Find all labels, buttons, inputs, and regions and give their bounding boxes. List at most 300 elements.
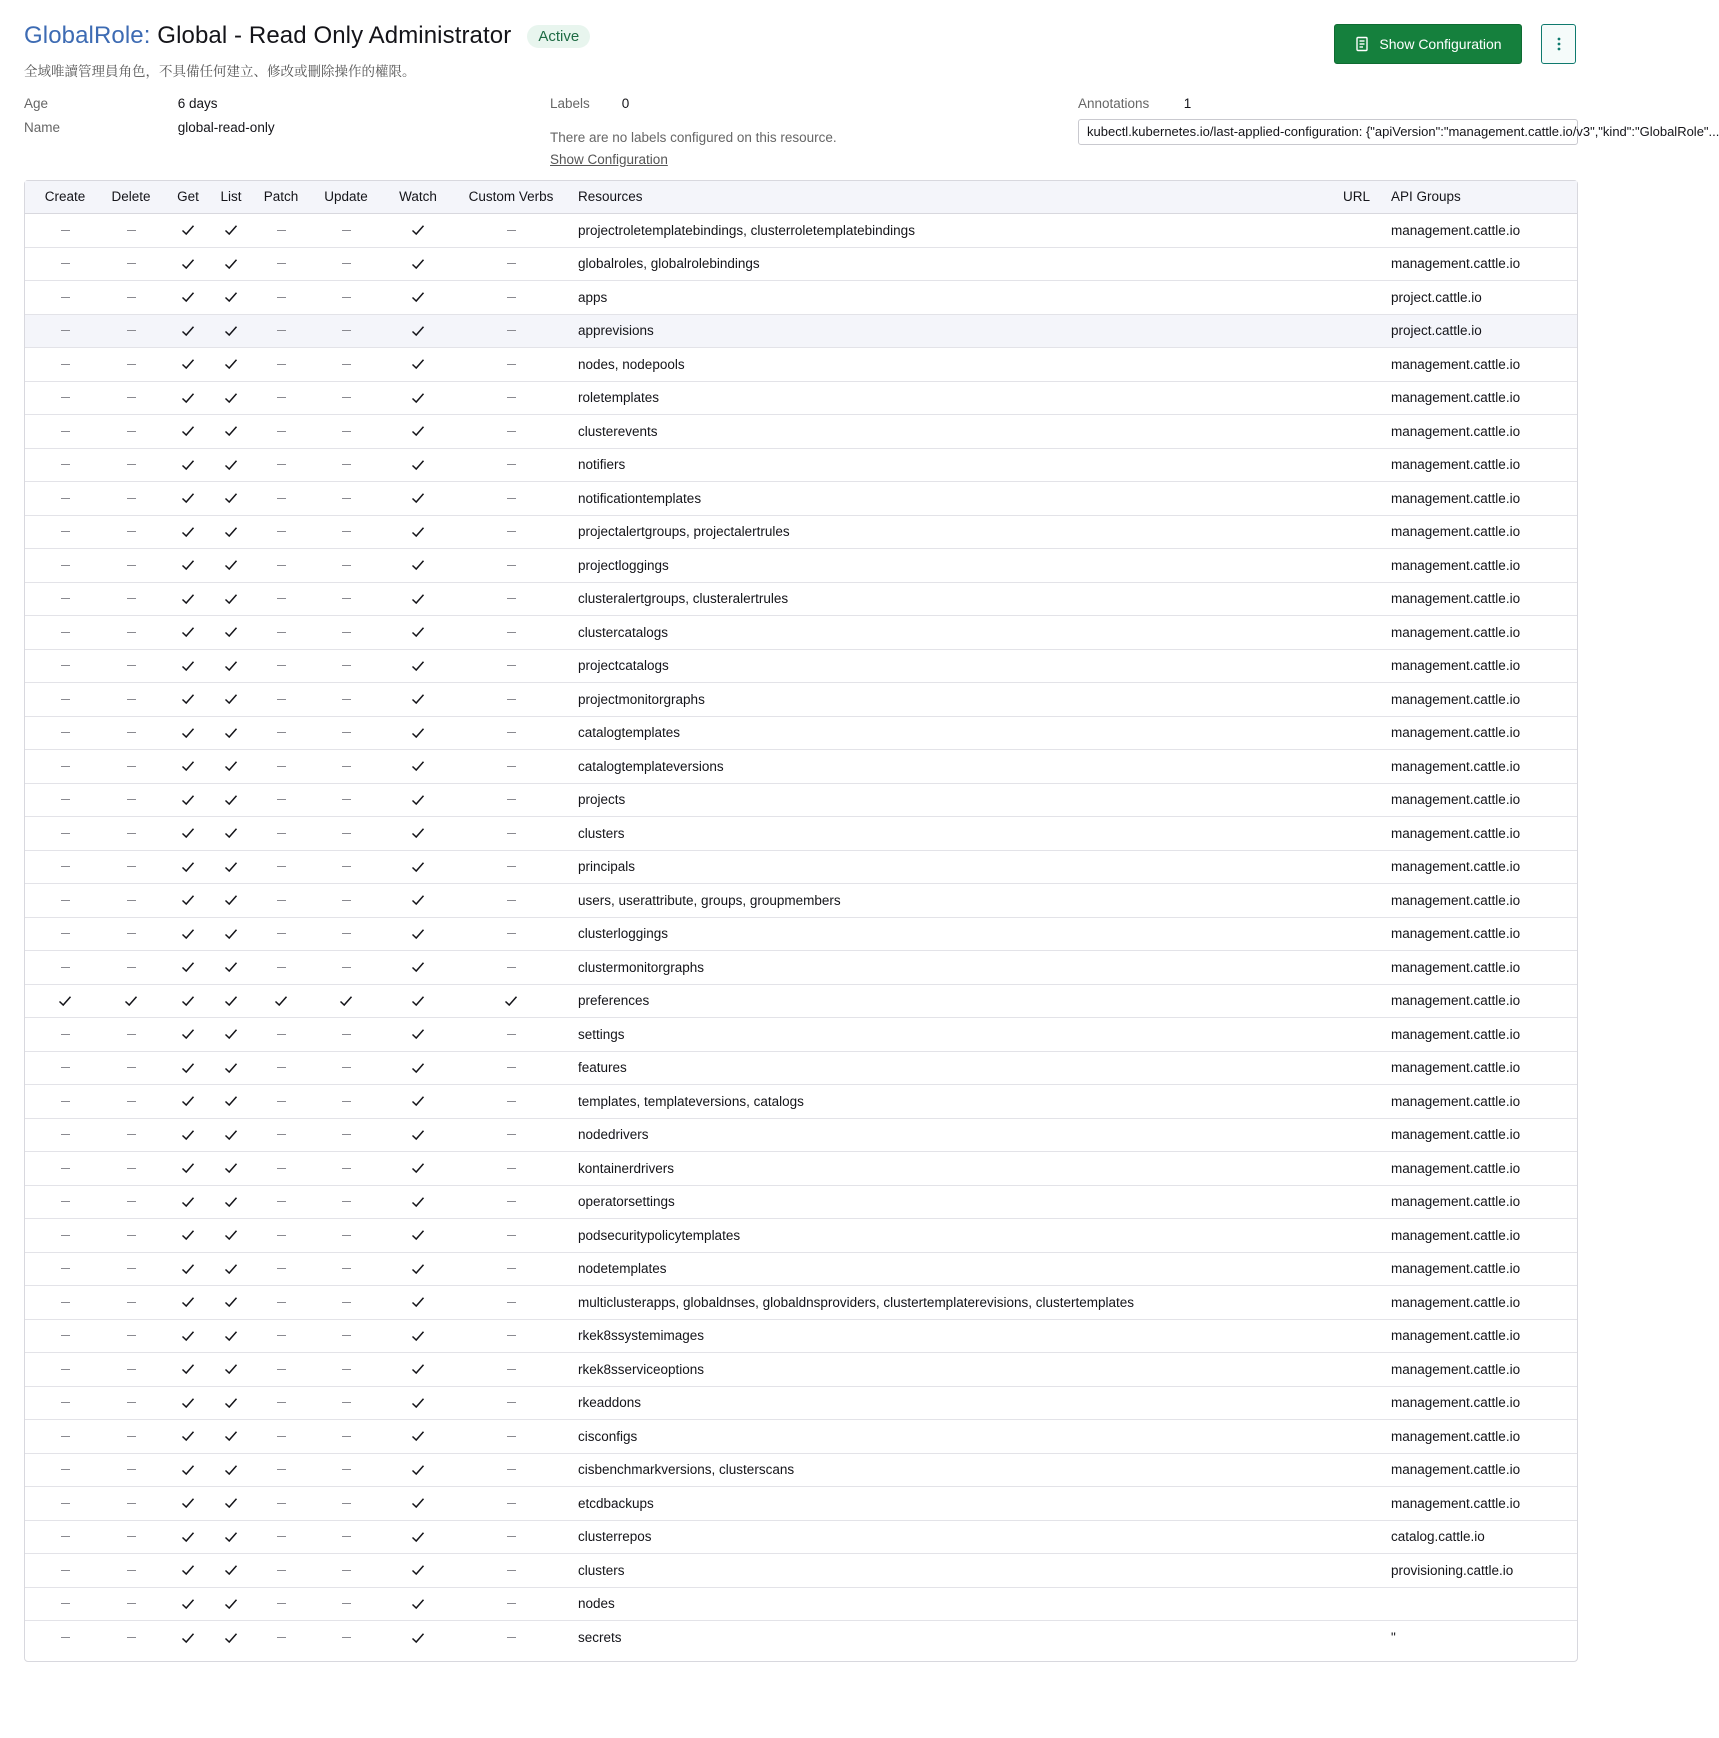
table-row[interactable] [25,1219,1577,1253]
column-header[interactable]: API Groups [1391,189,1461,204]
verb-cell [398,1521,438,1554]
check-icon [181,391,195,405]
verb-cell [211,1052,251,1085]
api-groups-cell: management.cattle.io [1391,1294,1521,1310]
table-row[interactable] [25,1353,1577,1387]
table-row[interactable] [25,784,1577,818]
api-groups-cell: catalog.cattle.io [1391,1529,1485,1545]
check-icon [224,659,238,673]
dash-icon [342,1335,351,1336]
table-row[interactable] [25,1554,1577,1588]
api-groups-cell: management.cattle.io [1391,1462,1521,1478]
resources-cell: rkeaddons [578,1395,642,1411]
verb-cell [398,1554,438,1587]
verb-cell [491,1186,531,1219]
dash-icon [277,565,286,566]
resources-cell: catalogtemplateversions [578,758,724,774]
labels-count: 0 [621,96,630,111]
verb-cell [326,817,366,850]
api-groups-cell: management.cattle.io [1391,524,1521,540]
column-header[interactable]: Custom Verbs [468,189,554,204]
dash-icon [277,1503,286,1504]
verb-cell [111,884,151,917]
dash-icon [61,531,70,532]
verb-cell [45,1085,85,1118]
dash-icon [61,1235,70,1236]
dash-icon [507,1302,516,1303]
verb-cell [45,583,85,616]
column-header[interactable]: List [220,189,242,204]
dash-icon [507,1436,516,1437]
verb-cell [211,449,251,482]
check-icon [224,357,238,371]
verb-cell [111,1119,151,1152]
verb-cell [491,817,531,850]
dash-icon [507,1536,516,1537]
verb-cell [168,1085,208,1118]
check-icon [224,491,238,505]
resources-cell: catalogtemplates [578,725,681,741]
dash-icon [127,330,136,331]
table-row[interactable] [25,1286,1577,1320]
dash-icon [127,1168,136,1169]
dash-icon [507,699,516,700]
api-groups-cell: management.cattle.io [1391,1093,1521,1109]
check-icon [411,893,425,907]
dash-icon [507,1637,516,1638]
dash-icon [61,699,70,700]
check-icon [181,424,195,438]
verb-cell [398,851,438,884]
dash-icon [277,1034,286,1035]
verb-cell [261,1487,301,1520]
verb-cell [211,315,251,348]
verb-cell [326,1219,366,1252]
api-groups-cell: management.cattle.io [1391,1227,1521,1243]
dash-icon [277,1637,286,1638]
verb-cell [491,1621,531,1655]
verb-cell [111,1018,151,1051]
table-row[interactable] [25,650,1577,684]
check-icon [181,793,195,807]
resources-cell: cisbenchmarkversions, clusterscans [578,1462,795,1478]
verb-cell [168,1420,208,1453]
verb-cell [45,1454,85,1487]
dash-icon [342,1168,351,1169]
dash-icon [127,431,136,432]
dash-icon [342,1201,351,1202]
verb-cell [111,1219,151,1252]
verb-cell [45,1219,85,1252]
dash-icon [61,598,70,599]
check-icon [181,558,195,572]
verb-cell [398,1152,438,1185]
verb-cell [491,1387,531,1420]
verb-cell [211,918,251,951]
verb-cell [261,1219,301,1252]
verb-cell [111,315,151,348]
dash-icon [127,1536,136,1537]
verb-cell [111,951,151,984]
verb-cell [398,1387,438,1420]
verb-cell [398,817,438,850]
dash-icon [127,933,136,934]
table-row[interactable] [25,817,1577,851]
verb-cell [168,1052,208,1085]
column-header[interactable]: Update [324,189,368,204]
api-groups-cell: management.cattle.io [1391,1194,1521,1210]
verb-cell [491,382,531,415]
dash-icon [127,263,136,264]
verb-cell [491,549,531,582]
table-row[interactable] [25,1119,1577,1153]
resources-cell: rkek8ssystemimages [578,1328,705,1344]
dash-icon [61,1168,70,1169]
resource-description: 全域唯讀管理員角色，不具備任何建立、修改或刪除操作的權限。 [24,64,416,79]
dash-icon [277,900,286,901]
table-row[interactable] [25,1253,1577,1287]
table-row[interactable] [25,348,1577,382]
verb-cell [168,415,208,448]
dash-icon [61,330,70,331]
table-row[interactable] [25,717,1577,751]
dash-icon [277,1603,286,1604]
status-badge: Active [527,25,590,48]
check-icon [224,860,238,874]
verb-cell [111,281,151,314]
verb-cell [491,1052,531,1085]
dash-icon [127,799,136,800]
check-icon [504,994,518,1008]
verb-cell [326,382,366,415]
dash-icon [507,1201,516,1202]
resources-cell: templates, templateversions, catalogs [578,1093,804,1109]
labels-label: Labels [550,96,590,111]
check-icon [274,994,288,1008]
dash-icon [342,1436,351,1437]
check-icon [411,458,425,472]
verb-cell [261,650,301,683]
dash-icon [342,330,351,331]
table-row[interactable] [25,1521,1577,1555]
dash-icon [507,531,516,532]
check-icon [181,893,195,907]
check-icon [181,759,195,773]
show-configuration-button[interactable] [1334,24,1522,64]
verb-cell [398,1085,438,1118]
resource-kind-link[interactable]: GlobalRole: [24,22,151,49]
verb-cell [261,884,301,917]
verb-cell [326,516,366,549]
dash-icon [61,230,70,231]
verb-cell [211,817,251,850]
resources-cell: features [578,1060,627,1076]
column-header[interactable]: Create [44,189,86,204]
check-icon [224,1429,238,1443]
verb-cell [398,750,438,783]
resources-cell: notifiers [578,457,626,473]
check-icon [411,927,425,941]
table-row[interactable] [25,1588,1577,1622]
verb-cell [326,1286,366,1319]
verb-cell [168,315,208,348]
check-icon [411,1496,425,1510]
table-row[interactable] [25,449,1577,483]
api-groups-cell: management.cattle.io [1391,557,1521,573]
dash-icon [277,431,286,432]
resources-cell: etcdbackups [578,1495,654,1511]
resources-cell: settings [578,1026,625,1042]
verb-cell [45,750,85,783]
verb-cell [168,918,208,951]
check-icon [411,692,425,706]
table-row[interactable] [25,549,1577,583]
verb-cell [45,918,85,951]
verb-cell [326,1353,366,1386]
dash-icon [507,431,516,432]
table-row[interactable] [25,415,1577,449]
verb-cell [211,1554,251,1587]
verb-cell [211,248,251,281]
table-row[interactable] [25,918,1577,952]
verb-cell [168,348,208,381]
dash-icon [277,1369,286,1370]
verb-cell [491,918,531,951]
verb-cell [261,248,301,281]
check-icon [224,1362,238,1376]
table-row[interactable] [25,315,1577,349]
dash-icon [127,833,136,834]
verb-cell [261,1588,301,1621]
verb-cell [111,248,151,281]
verb-cell [261,851,301,884]
dash-icon [342,766,351,767]
verb-cell [45,1521,85,1554]
check-icon [224,1228,238,1242]
dash-icon [61,565,70,566]
verb-cell [111,1420,151,1453]
verb-cell [326,281,366,314]
verb-cell [45,884,85,917]
verb-cell [211,1454,251,1487]
resource-name: Global - Read Only Administrator [157,22,512,49]
dash-icon [342,464,351,465]
verb-cell [168,482,208,515]
table-row[interactable] [25,1152,1577,1186]
verb-cell [111,1554,151,1587]
check-icon [411,257,425,271]
resources-cell: projectmonitorgraphs [578,691,705,707]
table-row[interactable] [25,884,1577,918]
table-row[interactable] [25,1186,1577,1220]
verb-cell [326,1119,366,1152]
check-icon [181,1262,195,1276]
verb-cell [326,1018,366,1051]
check-icon [224,1094,238,1108]
dash-icon [277,866,286,867]
check-icon [181,1396,195,1410]
verb-cell [326,750,366,783]
verb-cell [168,985,208,1018]
verb-cell [211,1253,251,1286]
dash-icon [342,933,351,934]
check-icon [224,558,238,572]
table-row[interactable] [25,1320,1577,1354]
check-icon [181,491,195,505]
verb-cell [491,315,531,348]
check-icon [181,1362,195,1376]
verb-cell [211,1588,251,1621]
verb-cell [398,1621,438,1655]
show-configuration-label: Show Configuration [1379,36,1502,52]
table-row[interactable] [25,750,1577,784]
resources-cell: notificationtemplates [578,490,702,506]
verb-cell [45,784,85,817]
verb-cell [45,1320,85,1353]
header-actions [1334,24,1576,64]
table-row[interactable] [25,683,1577,717]
verb-cell [326,851,366,884]
dash-icon [127,1134,136,1135]
dash-icon [277,1335,286,1336]
verb-cell [491,784,531,817]
verb-cell [111,1521,151,1554]
resources-cell: users, userattribute, groups, groupmembers [578,892,841,908]
verb-cell [45,851,85,884]
verb-cell [491,1253,531,1286]
verb-cell [211,1152,251,1185]
labels-show-configuration-link[interactable]: Show Configuration [550,152,668,167]
table-row[interactable] [25,1085,1577,1119]
check-icon [181,659,195,673]
verb-cell [261,784,301,817]
table-row[interactable] [25,851,1577,885]
dash-icon [127,1201,136,1202]
check-icon [224,1597,238,1611]
verb-cell [111,1353,151,1386]
table-row[interactable] [25,516,1577,550]
table-row[interactable] [25,616,1577,650]
check-icon [224,826,238,840]
verb-cell [45,1253,85,1286]
column-header[interactable]: Resources [578,189,643,204]
verb-cell [491,1219,531,1252]
table-row[interactable] [25,1621,1577,1655]
dash-icon [507,933,516,934]
table-row[interactable] [25,214,1577,248]
check-icon [411,1295,425,1309]
dash-icon [127,967,136,968]
check-icon [411,1429,425,1443]
check-icon [411,357,425,371]
dash-icon [342,1302,351,1303]
verb-cell [398,985,438,1018]
verb-cell [45,549,85,582]
check-icon [224,1329,238,1343]
table-row[interactable] [25,1052,1577,1086]
verb-cell [168,1487,208,1520]
dash-icon [342,263,351,264]
dash-icon [277,1268,286,1269]
verb-cell [326,1621,366,1655]
check-icon [224,994,238,1008]
check-icon [224,793,238,807]
verb-cell [261,817,301,850]
verb-cell [211,650,251,683]
verb-cell [491,415,531,448]
verb-cell [168,650,208,683]
resources-cell: projectalertgroups, projectalertrules [578,524,790,540]
verb-cell [211,1621,251,1655]
dash-icon [127,1503,136,1504]
check-icon [224,257,238,271]
verb-cell [168,1253,208,1286]
verb-cell [398,1119,438,1152]
table-row[interactable] [25,281,1577,315]
resources-cell: projectcatalogs [578,658,669,674]
column-header[interactable]: Get [177,189,199,204]
verb-cell [491,1420,531,1453]
table-row[interactable] [25,1387,1577,1421]
verb-cell [491,449,531,482]
check-icon [181,592,195,606]
table-row[interactable] [25,248,1577,282]
actions-menu-button[interactable] [1541,24,1576,64]
check-icon [224,759,238,773]
column-header[interactable]: URL [1343,189,1371,204]
verb-cell [261,1018,301,1051]
table-row[interactable] [25,951,1577,985]
check-icon [224,1061,238,1075]
column-header[interactable]: Patch [263,189,299,204]
check-icon [181,1631,195,1645]
table-row[interactable] [25,985,1577,1019]
verb-cell [168,1588,208,1621]
api-groups-cell: management.cattle.io [1391,1395,1521,1411]
verb-cell [45,1387,85,1420]
column-header[interactable]: Watch [399,189,437,204]
verb-cell [491,717,531,750]
verb-cell [45,382,85,415]
check-icon [224,223,238,237]
table-row[interactable] [25,1420,1577,1454]
table-row[interactable] [25,482,1577,516]
check-icon [411,1027,425,1041]
column-header[interactable]: Delete [111,189,151,204]
dash-icon [277,531,286,532]
check-icon [181,1161,195,1175]
verb-cell [211,583,251,616]
annotation-value-field[interactable]: kubectl.kubernetes.io/last-applied-configuration: {"apiVersion":"management.cattle.io/v3","kind":"GlobalRole"... [1078,119,1578,145]
resources-cell: rkek8sserviceoptions [578,1361,705,1377]
table-row[interactable] [25,1487,1577,1521]
table-row[interactable] [25,1454,1577,1488]
verb-cell [491,1152,531,1185]
verb-cell [261,214,301,247]
dash-icon [277,799,286,800]
table-row[interactable] [25,1018,1577,1052]
check-icon [224,960,238,974]
dash-icon [342,397,351,398]
verb-cell [211,549,251,582]
verb-cell [326,449,366,482]
resources-cell: clusterrepos [578,1529,652,1545]
table-row[interactable] [25,382,1577,416]
table-row[interactable] [25,583,1577,617]
dash-icon [61,397,70,398]
dash-icon [277,598,286,599]
api-groups-cell: management.cattle.io [1391,1428,1521,1444]
